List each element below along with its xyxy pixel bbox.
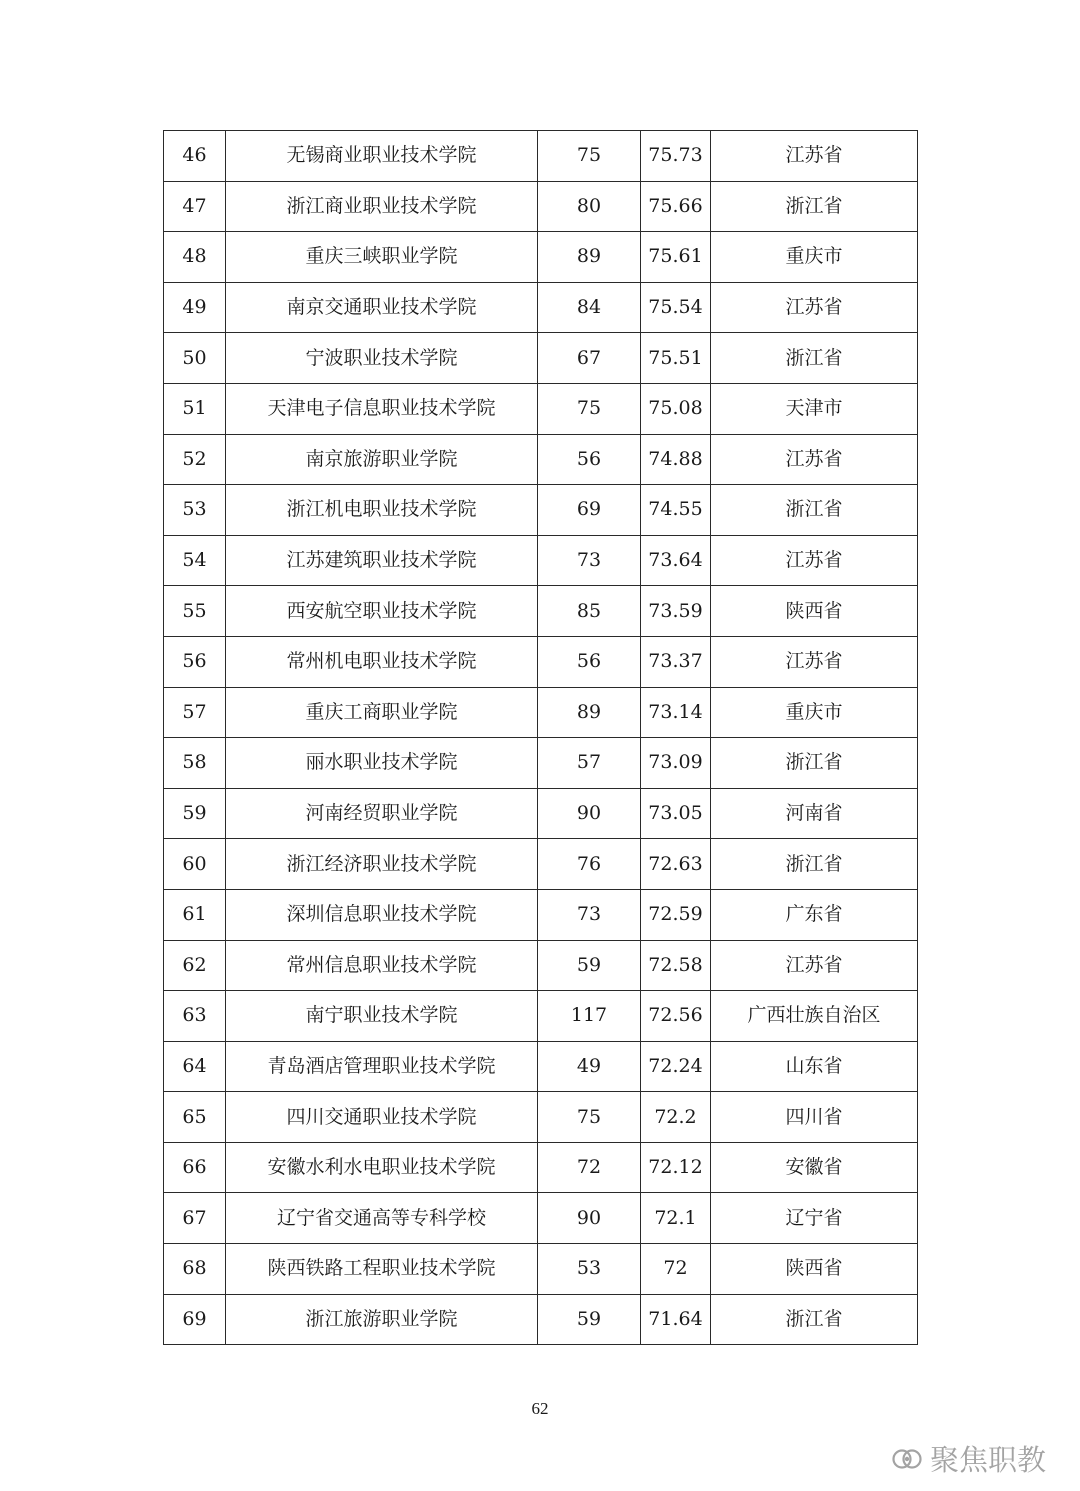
province-cell: 安徽省 bbox=[711, 1142, 918, 1193]
table-row bbox=[164, 586, 918, 637]
value-a-cell: 76 bbox=[538, 839, 641, 890]
table-row bbox=[164, 282, 918, 333]
value-b-cell: 73.14 bbox=[641, 687, 711, 738]
value-b-cell: 72.12 bbox=[641, 1142, 711, 1193]
value-b-cell: 72.58 bbox=[641, 940, 711, 991]
table-row bbox=[164, 940, 918, 991]
rank-cell: 51 bbox=[164, 383, 226, 434]
province-cell: 广西壮族自治区 bbox=[711, 991, 918, 1042]
value-a-cell: 73 bbox=[538, 535, 641, 586]
table-row bbox=[164, 383, 918, 434]
value-b-cell: 75.54 bbox=[641, 282, 711, 333]
school-name-cell: 重庆工商职业学院 bbox=[226, 687, 538, 738]
school-name-cell: 南京旅游职业学院 bbox=[226, 434, 538, 485]
value-b-cell: 72.56 bbox=[641, 991, 711, 1042]
rank-cell: 66 bbox=[164, 1142, 226, 1193]
value-b-cell: 75.51 bbox=[641, 333, 711, 384]
province-cell: 江苏省 bbox=[711, 535, 918, 586]
value-b-cell: 73.59 bbox=[641, 586, 711, 637]
wechat-channel-icon bbox=[890, 1444, 924, 1474]
rank-cell: 69 bbox=[164, 1294, 226, 1345]
table-row bbox=[164, 1142, 918, 1193]
value-a-cell: 67 bbox=[538, 333, 641, 384]
value-b-cell: 75.73 bbox=[641, 131, 711, 182]
school-name-cell: 浙江机电职业技术学院 bbox=[226, 485, 538, 536]
school-name-cell: 无锡商业职业技术学院 bbox=[226, 131, 538, 182]
province-cell: 陕西省 bbox=[711, 586, 918, 637]
province-cell: 浙江省 bbox=[711, 738, 918, 789]
province-cell: 重庆市 bbox=[711, 232, 918, 283]
value-b-cell: 73.09 bbox=[641, 738, 711, 789]
province-cell: 天津市 bbox=[711, 383, 918, 434]
school-name-cell: 宁波职业技术学院 bbox=[226, 333, 538, 384]
rank-cell: 47 bbox=[164, 181, 226, 232]
table-row bbox=[164, 1041, 918, 1092]
school-name-cell: 安徽水利水电职业技术学院 bbox=[226, 1142, 538, 1193]
rank-cell: 58 bbox=[164, 738, 226, 789]
table-row bbox=[164, 131, 918, 182]
school-name-cell: 浙江商业职业技术学院 bbox=[226, 181, 538, 232]
province-cell: 河南省 bbox=[711, 788, 918, 839]
value-a-cell: 117 bbox=[538, 991, 641, 1042]
value-a-cell: 49 bbox=[538, 1041, 641, 1092]
province-cell: 浙江省 bbox=[711, 839, 918, 890]
table-row bbox=[164, 1092, 918, 1143]
value-a-cell: 89 bbox=[538, 687, 641, 738]
value-a-cell: 59 bbox=[538, 940, 641, 991]
value-b-cell: 73.05 bbox=[641, 788, 711, 839]
value-b-cell: 73.37 bbox=[641, 636, 711, 687]
ranking-table bbox=[163, 130, 918, 1345]
table-row bbox=[164, 333, 918, 384]
rank-cell: 65 bbox=[164, 1092, 226, 1143]
province-cell: 重庆市 bbox=[711, 687, 918, 738]
ranking-table-body bbox=[164, 131, 918, 1345]
value-a-cell: 75 bbox=[538, 383, 641, 434]
value-a-cell: 73 bbox=[538, 889, 641, 940]
rank-cell: 54 bbox=[164, 535, 226, 586]
table-row bbox=[164, 1193, 918, 1244]
province-cell: 江苏省 bbox=[711, 940, 918, 991]
value-a-cell: 85 bbox=[538, 586, 641, 637]
value-a-cell: 57 bbox=[538, 738, 641, 789]
table-row bbox=[164, 1244, 918, 1295]
value-a-cell: 90 bbox=[538, 788, 641, 839]
rank-cell: 49 bbox=[164, 282, 226, 333]
watermark bbox=[890, 1438, 1046, 1479]
page-number: 62 bbox=[531, 1399, 549, 1418]
province-cell: 江苏省 bbox=[711, 434, 918, 485]
value-b-cell: 75.66 bbox=[641, 181, 711, 232]
province-cell: 广东省 bbox=[711, 889, 918, 940]
province-cell: 江苏省 bbox=[711, 636, 918, 687]
table-row bbox=[164, 535, 918, 586]
value-b-cell: 72.63 bbox=[641, 839, 711, 890]
value-a-cell: 53 bbox=[538, 1244, 641, 1295]
province-cell: 江苏省 bbox=[711, 282, 918, 333]
province-cell: 江苏省 bbox=[711, 131, 918, 182]
rank-cell: 61 bbox=[164, 889, 226, 940]
province-cell: 四川省 bbox=[711, 1092, 918, 1143]
value-a-cell: 84 bbox=[538, 282, 641, 333]
school-name-cell: 江苏建筑职业技术学院 bbox=[226, 535, 538, 586]
table-row bbox=[164, 181, 918, 232]
value-b-cell: 72.1 bbox=[641, 1193, 711, 1244]
school-name-cell: 辽宁省交通高等专科学校 bbox=[226, 1193, 538, 1244]
value-b-cell: 73.64 bbox=[641, 535, 711, 586]
rank-cell: 59 bbox=[164, 788, 226, 839]
table-row bbox=[164, 485, 918, 536]
school-name-cell: 常州机电职业技术学院 bbox=[226, 636, 538, 687]
province-cell: 浙江省 bbox=[711, 1294, 918, 1345]
value-a-cell: 72 bbox=[538, 1142, 641, 1193]
rank-cell: 57 bbox=[164, 687, 226, 738]
value-b-cell: 74.55 bbox=[641, 485, 711, 536]
value-b-cell: 72.24 bbox=[641, 1041, 711, 1092]
school-name-cell: 重庆三峡职业学院 bbox=[226, 232, 538, 283]
province-cell: 浙江省 bbox=[711, 485, 918, 536]
value-b-cell: 74.88 bbox=[641, 434, 711, 485]
rank-cell: 68 bbox=[164, 1244, 226, 1295]
value-a-cell: 75 bbox=[538, 1092, 641, 1143]
value-a-cell: 75 bbox=[538, 131, 641, 182]
school-name-cell: 青岛酒店管理职业技术学院 bbox=[226, 1041, 538, 1092]
rank-cell: 62 bbox=[164, 940, 226, 991]
school-name-cell: 浙江旅游职业学院 bbox=[226, 1294, 538, 1345]
school-name-cell: 常州信息职业技术学院 bbox=[226, 940, 538, 991]
value-a-cell: 59 bbox=[538, 1294, 641, 1345]
rank-cell: 63 bbox=[164, 991, 226, 1042]
value-b-cell: 71.64 bbox=[641, 1294, 711, 1345]
province-cell: 陕西省 bbox=[711, 1244, 918, 1295]
school-name-cell: 南宁职业技术学院 bbox=[226, 991, 538, 1042]
value-b-cell: 72.59 bbox=[641, 889, 711, 940]
rank-cell: 50 bbox=[164, 333, 226, 384]
table-row bbox=[164, 687, 918, 738]
rank-cell: 64 bbox=[164, 1041, 226, 1092]
value-b-cell: 75.08 bbox=[641, 383, 711, 434]
province-cell: 山东省 bbox=[711, 1041, 918, 1092]
rank-cell: 52 bbox=[164, 434, 226, 485]
rank-cell: 55 bbox=[164, 586, 226, 637]
table-row bbox=[164, 434, 918, 485]
rank-cell: 60 bbox=[164, 839, 226, 890]
value-b-cell: 72.2 bbox=[641, 1092, 711, 1143]
rank-cell: 56 bbox=[164, 636, 226, 687]
watermark-text: 聚焦职教 bbox=[929, 1443, 1046, 1477]
school-name-cell: 天津电子信息职业技术学院 bbox=[226, 383, 538, 434]
school-name-cell: 南京交通职业技术学院 bbox=[226, 282, 538, 333]
value-a-cell: 90 bbox=[538, 1193, 641, 1244]
table-row bbox=[164, 788, 918, 839]
school-name-cell: 深圳信息职业技术学院 bbox=[226, 889, 538, 940]
table-row bbox=[164, 738, 918, 789]
province-cell: 辽宁省 bbox=[711, 1193, 918, 1244]
province-cell: 浙江省 bbox=[711, 333, 918, 384]
value-a-cell: 69 bbox=[538, 485, 641, 536]
school-name-cell: 丽水职业技术学院 bbox=[226, 738, 538, 789]
school-name-cell: 西安航空职业技术学院 bbox=[226, 586, 538, 637]
table-row bbox=[164, 232, 918, 283]
school-name-cell: 陕西铁路工程职业技术学院 bbox=[226, 1244, 538, 1295]
table-row bbox=[164, 839, 918, 890]
rank-cell: 53 bbox=[164, 485, 226, 536]
value-a-cell: 89 bbox=[538, 232, 641, 283]
school-name-cell: 浙江经济职业技术学院 bbox=[226, 839, 538, 890]
rank-cell: 46 bbox=[164, 131, 226, 182]
value-b-cell: 75.61 bbox=[641, 232, 711, 283]
value-b-cell: 72 bbox=[641, 1244, 711, 1295]
rank-cell: 48 bbox=[164, 232, 226, 283]
rank-cell: 67 bbox=[164, 1193, 226, 1244]
value-a-cell: 56 bbox=[538, 434, 641, 485]
school-name-cell: 河南经贸职业学院 bbox=[226, 788, 538, 839]
value-a-cell: 56 bbox=[538, 636, 641, 687]
table-row bbox=[164, 991, 918, 1042]
table-row bbox=[164, 889, 918, 940]
table-row bbox=[164, 636, 918, 687]
value-a-cell: 80 bbox=[538, 181, 641, 232]
school-name-cell: 四川交通职业技术学院 bbox=[226, 1092, 538, 1143]
province-cell: 浙江省 bbox=[711, 181, 918, 232]
table-row bbox=[164, 1294, 918, 1345]
